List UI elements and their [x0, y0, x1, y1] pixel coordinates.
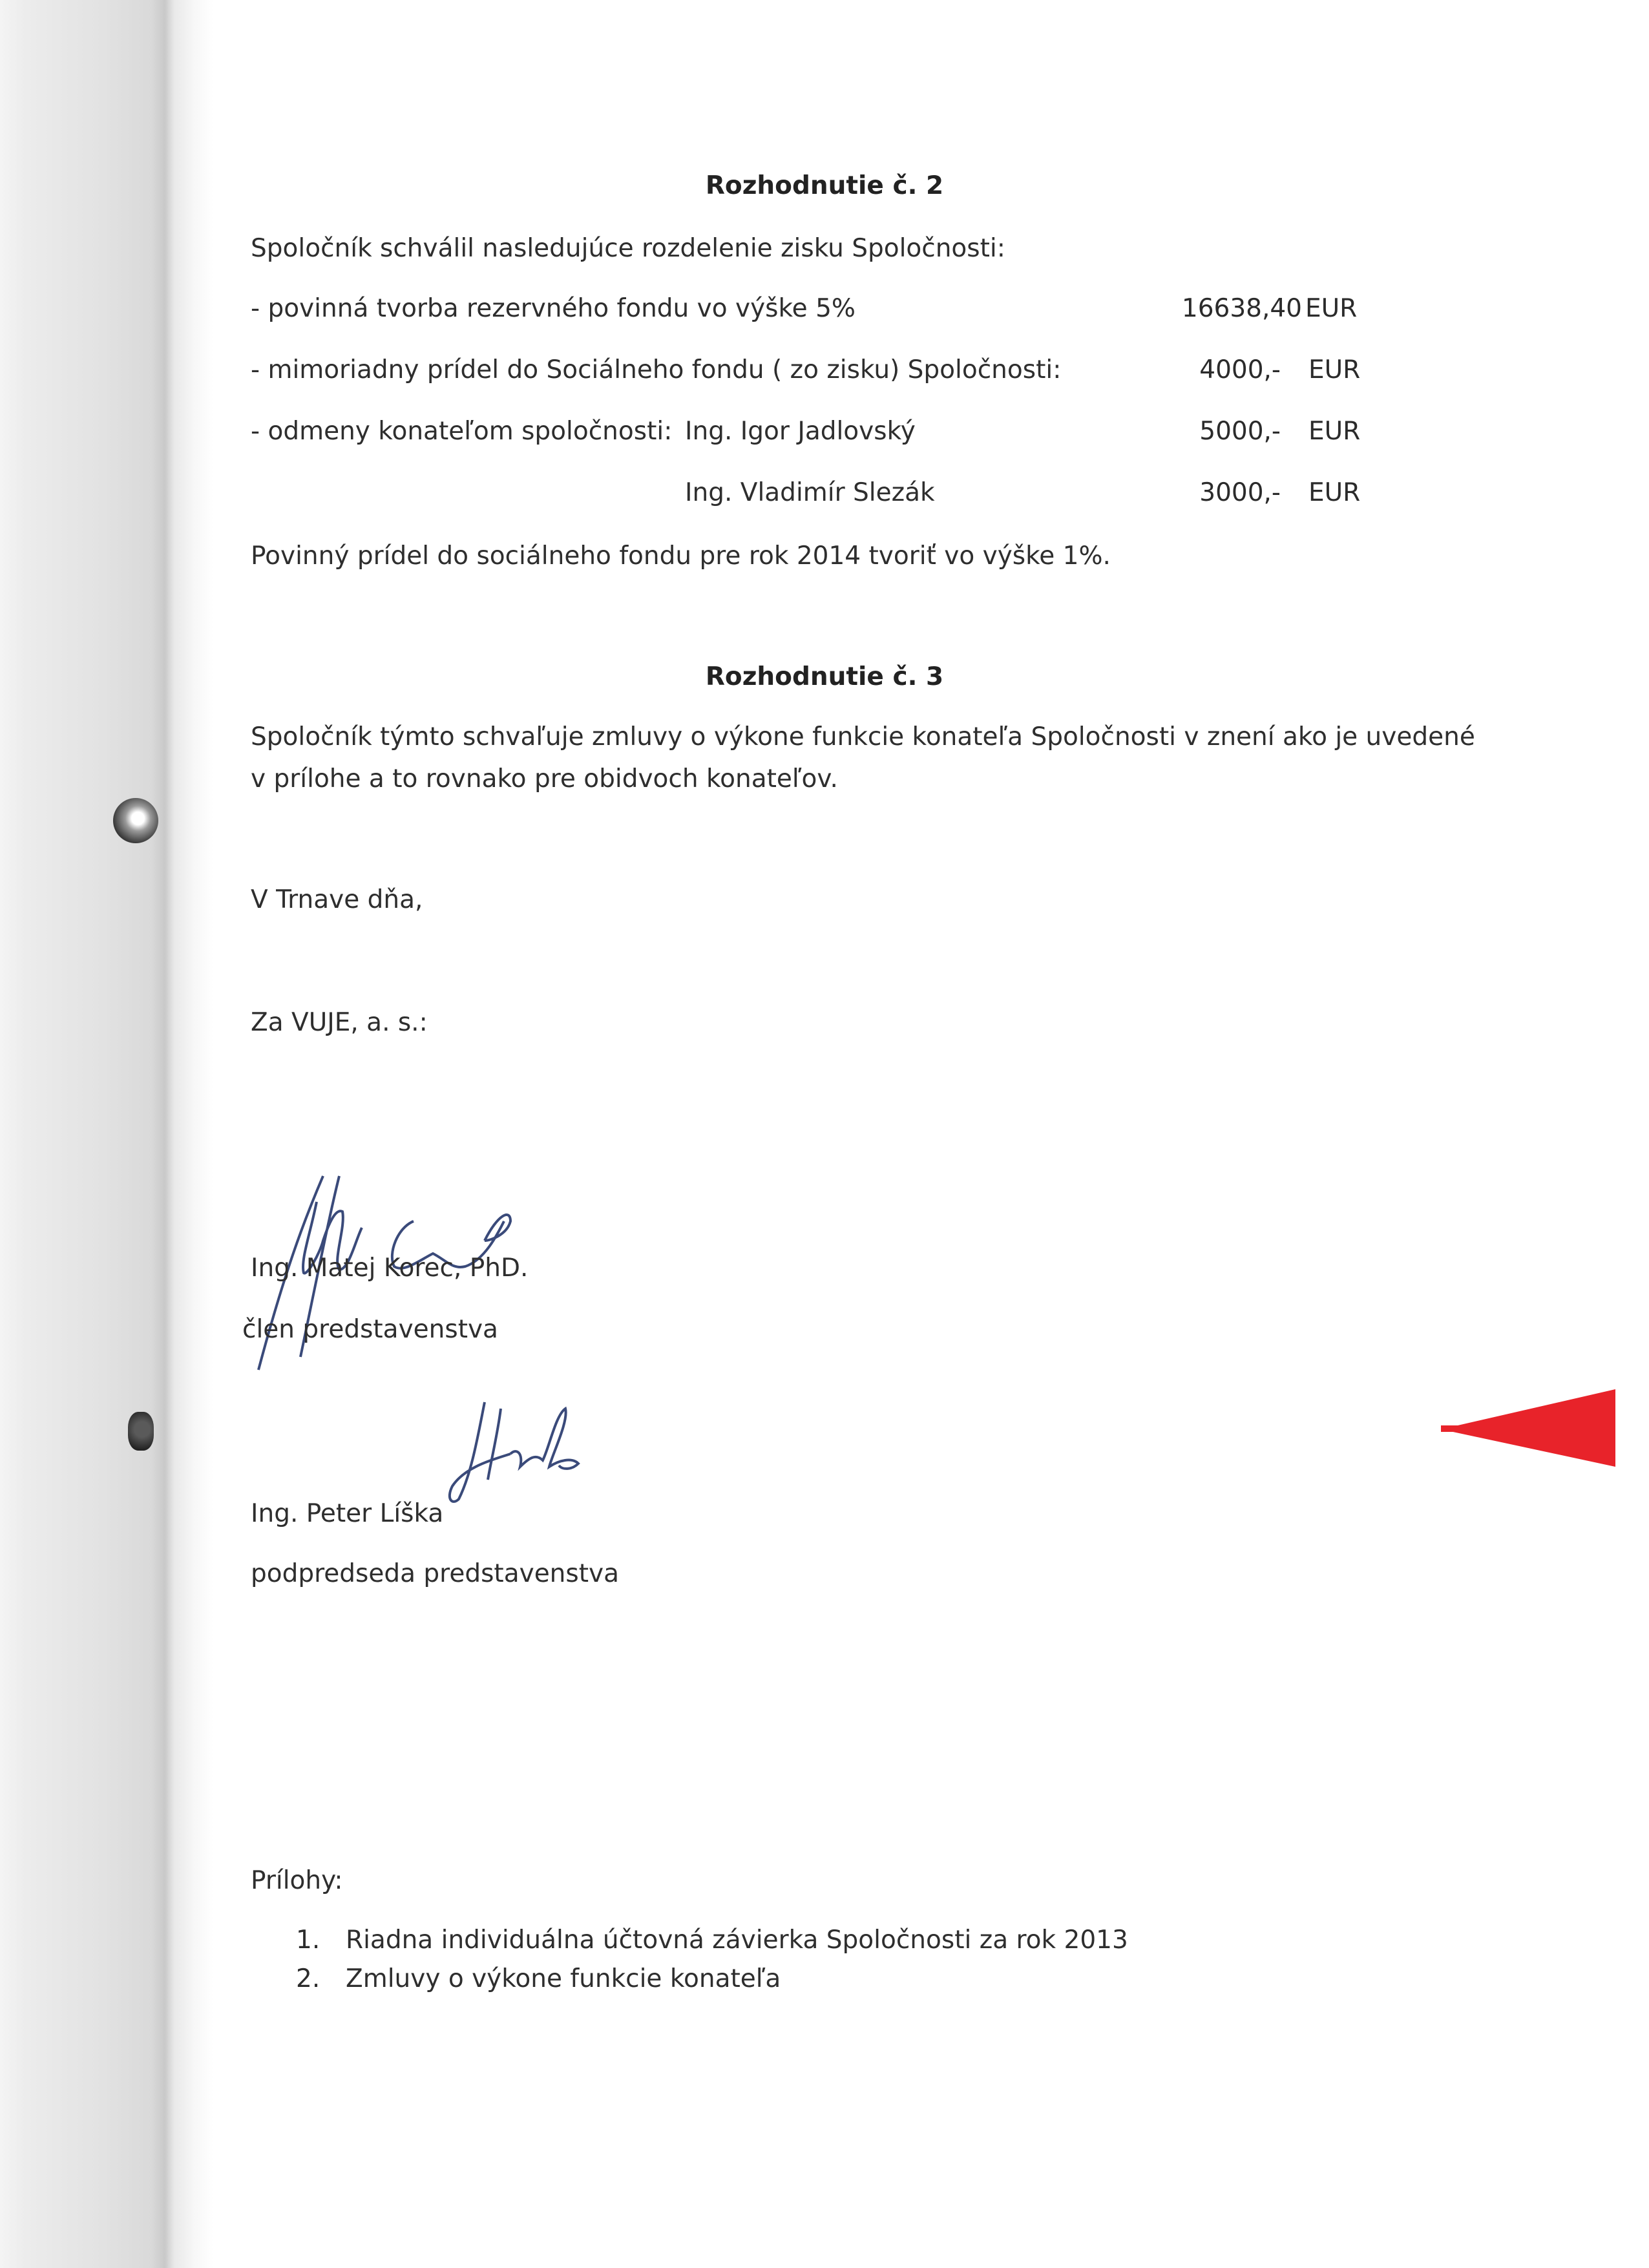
attachment-2-number: 2.	[296, 1964, 320, 1993]
signatory2-role: podpredseda predstavenstva	[251, 1559, 619, 1588]
decision3-heading: Rozhodnutie č. 3	[705, 662, 944, 691]
decision2-intro: Spoločník schválil nasledujúce rozdelenie zisku Spoločnosti:	[251, 234, 1005, 263]
profit-item-bonus-currency2: EUR	[1308, 478, 1361, 507]
profit-item-reserve-label: - povinná tvorba rezervného fondu vo výške 5%	[251, 294, 856, 323]
profit-item-bonus-currency1: EUR	[1308, 417, 1361, 446]
profit-item-bonus-amount2: 3000,-	[1199, 478, 1281, 507]
red-marker-flag-icon	[1441, 1389, 1615, 1467]
decision2-note: Povinný prídel do sociálneho fondu pre rok 2014 tvoriť vo výške 1%.	[251, 541, 1111, 571]
profit-item-social-label: - mimoriadny prídel do Sociálneho fondu ( zo zisku) Spoločnosti:	[251, 355, 1062, 384]
signature-liska	[439, 1396, 594, 1512]
decision2-heading: Rozhodnutie č. 2	[705, 171, 944, 200]
profit-item-bonus-label: - odmeny konateľom spoločnosti:	[251, 417, 673, 446]
place-date: V Trnave dňa,	[251, 885, 423, 914]
signatory2-name: Ing. Peter Líška	[251, 1499, 444, 1528]
profit-item-social-amount: 4000,-	[1199, 355, 1281, 384]
attachment-2-text: Zmluvy o výkone funkcie konateľa	[346, 1964, 781, 1993]
profit-item-reserve-amount: 16638,40	[1181, 294, 1302, 323]
punch-hole-top	[113, 798, 158, 843]
profit-item-reserve-currency: EUR	[1305, 294, 1358, 323]
decision3-line2: v prílohe a to rovnako pre obidvoch konateľov.	[251, 764, 838, 793]
company-line: Za VUJE, a. s.:	[251, 1008, 428, 1037]
scan-edge-shadow	[0, 0, 213, 2268]
profit-item-bonus-amount1: 5000,-	[1199, 417, 1281, 446]
profit-item-social-currency: EUR	[1308, 355, 1361, 384]
attachments-title: Prílohy:	[251, 1866, 343, 1895]
signatory1-role: člen predstavenstva	[242, 1315, 498, 1344]
decision3-line1: Spoločník týmto schvaľuje zmluvy o výkone funkcie konateľa Spoločnosti v znení ako je uvedené	[251, 722, 1475, 751]
attachment-1-number: 1.	[296, 1926, 320, 1955]
profit-item-bonus-person1: Ing. Igor Jadlovský	[685, 417, 916, 446]
attachment-1-text: Riadna individuálna účtovná závierka Spoločnosti za rok 2013	[346, 1926, 1128, 1955]
profit-item-bonus-person2: Ing. Vladimír Slezák	[685, 478, 935, 507]
punch-hole-bottom	[128, 1412, 154, 1451]
signatory1-name: Ing. Matej Korec, PhD.	[251, 1254, 529, 1283]
